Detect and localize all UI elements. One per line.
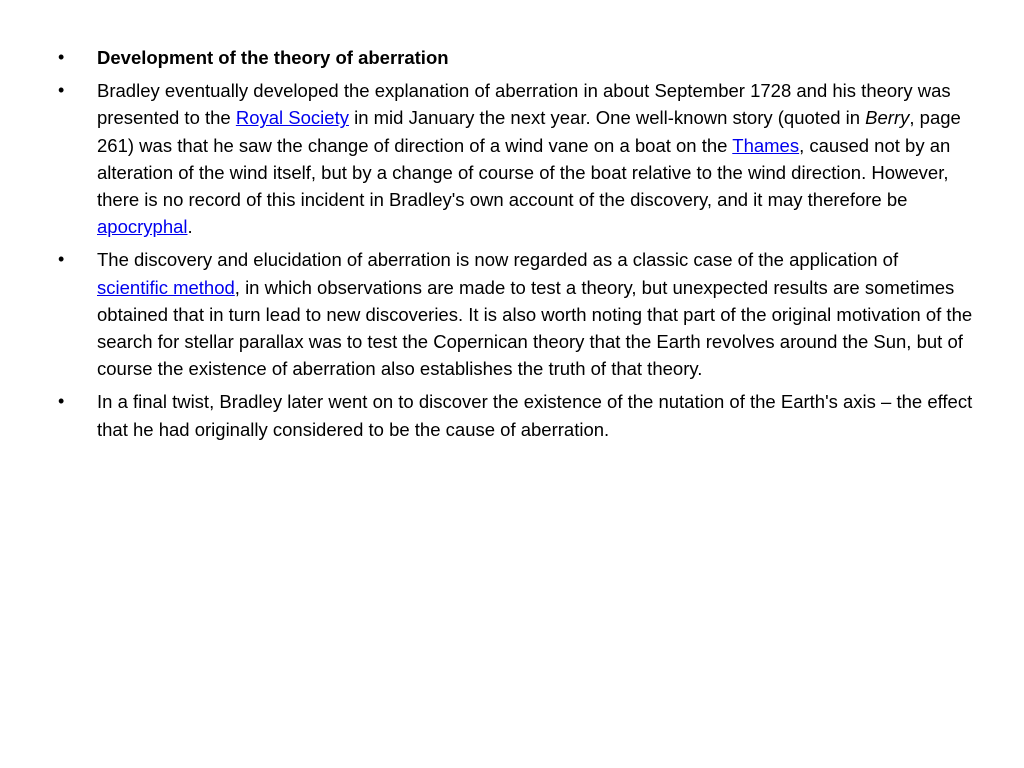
paragraph-2-text <box>97 246 974 382</box>
text-segment: Bradley eventually developed the explanation of aberration in about September 1728 and his theory was presented to the <box>97 80 951 129</box>
text-segment: The discovery and elucidation of aberration is now regarded as a classic case of the application of <box>97 249 899 271</box>
bullet-paragraph-3 <box>54 388 974 442</box>
heading-text: Development of the theory of aberration <box>97 47 449 68</box>
text-segment: , page 261) was that he saw the change of direction of a wind vane on a boat on the <box>97 107 961 156</box>
text-segment: . <box>187 216 193 238</box>
apocryphal-link[interactable]: apocryphal <box>97 216 188 238</box>
royal-society-link[interactable]: Royal Society <box>235 107 349 129</box>
text-segment: in mid January the next year. One well-known story (quoted in <box>348 107 866 129</box>
bullet-paragraph-1 <box>54 77 974 240</box>
thames-link[interactable]: Thames <box>732 134 800 156</box>
bullet-mark: • <box>58 47 65 67</box>
bullet-mark: • <box>58 80 65 101</box>
bullet-heading <box>54 44 974 71</box>
text-segment: , caused not by an alteration of the wind itself, but by a change of course of the boat relative to the wind direction. However, there is no record of this incident in Bradley's own account of the discovery, and it may therefore be <box>97 134 951 211</box>
scientific-method-link[interactable]: scientific method <box>97 276 235 298</box>
paragraph-3-text <box>97 388 974 442</box>
text-segment: , in which observations are made to test a theory, but unexpected results are sometimes obtained that in turn lead to new discoveries. It is also worth noting that part of the original motivation of the search for stellar parallax was to test the Copernican theory that the Earth revolves around the Sun, but of course the existence of aberration also establishes the truth of that theory. <box>97 276 973 380</box>
bullet-paragraph-2 <box>54 246 974 382</box>
bullet-mark: • <box>58 391 65 412</box>
bullet-mark: • <box>58 249 65 270</box>
text-segment: In a final twist, Bradley later went on to discover the existence of the nutation of the Earth's axis – the effect that he had originally considered to be the cause of aberration. <box>97 391 973 440</box>
bullet-list <box>54 44 974 449</box>
paragraph-1-text <box>97 77 974 240</box>
berry-italic: Berry <box>865 107 910 129</box>
